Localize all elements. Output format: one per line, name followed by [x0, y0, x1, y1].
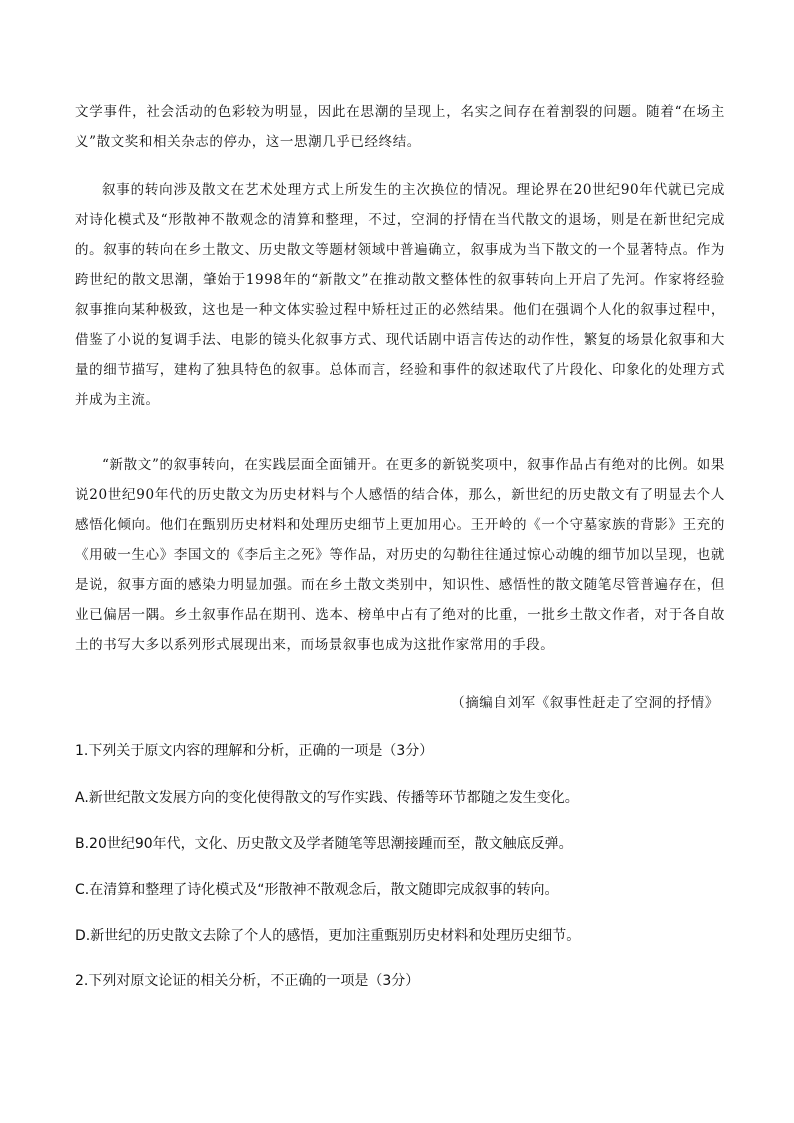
question-1-option-a: A.新世纪散文发展方向的变化使得散文的写作实践、传播等环节都随之发生变化。 [75, 790, 579, 806]
question-2-stem: 2.下列对原文论证的相关分析，不正确的一项是（3分） [75, 973, 420, 989]
question-1-option-d: D.新世纪的历史散文去除了个人的感悟，更加注重甄别历史材料和处理历史细节。 [75, 928, 581, 944]
question-1-stem: 1.下列关于原文内容的理解和分析，正确的一项是（3分） [75, 743, 434, 759]
passage-paragraph-2: 叙事的转向涉及散文在艺术处理方式上所发生的主次换位的情况。理论界在20世纪90年代就已完成对诗化模式及“形散神不散观念的清算和整理，不过，空洞的抒情在当代散文的退场，则是在新世纪完成的。叙事的转向在乡土散文、历史散文等题材领域中普遍确立，叙事成为当下散文的一个显著特点。作为跨世纪的散文思潮，肇始于1998年的“新散文”在推动散文整体性的叙事转向上开启了先河。作家将经验叙事推向某种极致，这也是一种文体实验过程中矫枉过正的必然结果。他们在强调个人化的叙事过程中，借鉴了小说的复调手法、电影的镜头化叙事方式、现代话剧中语言传达的动作性，繁复的场景化叙事和大量的细节描写，建构了独具特色的叙事。总体而言，经验和事件的叙述取代了片段化、印象化的处理方式并成为主流。 [75, 182, 725, 408]
question-1-option-c: C.在清算和整理了诗化模式及“形散神不散观念后，散文随即完成叙事的转向。 [75, 882, 559, 898]
passage-paragraph-1: 文学事件，社会活动的色彩较为明显，因此在思潮的呈现上，名实之间存在着割裂的问题。随着“在场主义”散文奖和相关杂志的停办，这一思潮几乎已经终结。 [75, 104, 725, 150]
question-1-option-b: B.20世纪90年代，文化、历史散文及学者随笔等思潮接踵而至，散文触底反弹。 [75, 836, 573, 852]
passage-paragraph-3: “新散文”的叙事转向，在实践层面全面铺开。在更多的新锐奖项中，叙事作品占有绝对的比例。如果说20世纪90年代的历史散文为历史材料与个人感悟的结合体，那么，新世纪的历史散文有了明显去个人感悟化倾向。他们在甄别历史材料和处理历史细节上更加用心。王开岭的《一个守墓家族的背影》王充的《用破一生心》李国文的《李后主之死》等作品，对历史的勾勒往往通过惊心动魄的细节加以呈现，也就是说，叙事方面的感染力明显加强。而在乡土散文类别中，知识性、感悟性的散文随笔尽管普遍存在，但业已偏居一隅。乡土叙事作品在期刊、选本、榜单中占有了绝对的比重，一批乡土散文作者，对于各自故土的书写大多以系列形式展现出来，而场景叙事也成为这批作家常用的手段。 [75, 457, 725, 653]
source-citation: （摘编自刘军《叙事性赶走了空洞的抒情》 [451, 695, 719, 711]
